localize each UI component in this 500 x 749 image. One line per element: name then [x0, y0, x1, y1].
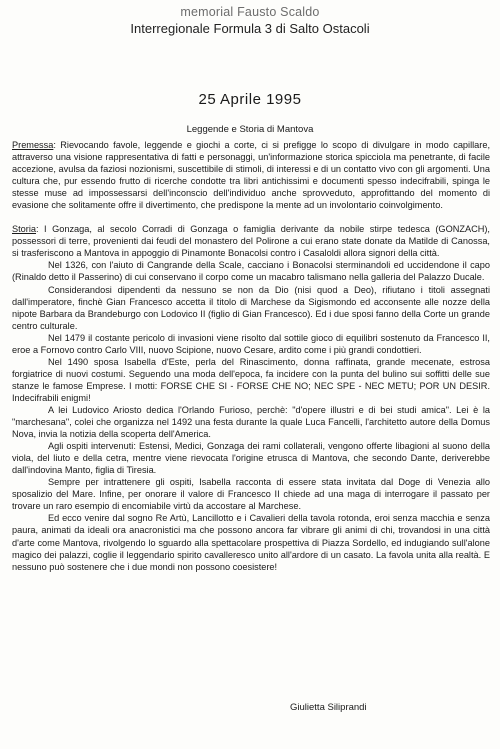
paragraph-re-artu: Ed ecco venire dal sogno Re Artù, Lancillotto e i Cavalieri della tavola rotonda, eroi senza macchia e senza paura, animati da ideali ora anacronistici ma che possono ancora far vibrare gli animi di chi, trovandosi in una città d'arte come Mantova, rivolgendo lo sguardo alla spettacolare prospettiva di Piazza Sordello, ed indugiando sull'alone magico dei palazzi, coglie il leggendario spirito cavalleresco unito all'ardore di un casato. La favola unita alla realtà. E nessuno può sostenere che i due mondi non possono coesistere!	[12, 513, 490, 572]
paragraph-venezia: Sempre per intrattenere gli ospiti, Isabella racconta di essere stata invitata dal Doge di Venezia allo sposalizio del Mare. Infine, per onorare il valore di Francesco II chiede ad una maga di interrogare il passato per trovare un raro esempio di encomiabile virtù da accostare al Marchese.	[12, 477, 490, 512]
paragraph-ospiti: Agli ospiti intervenuti: Estensi, Medici, Gonzaga dei rami collaterali, vengono offerte libagioni al suono della viola, del liuto e della cetra, mentre viene rievocata l'origine etrusca di Mantova, che secondo Dante, deriverebbe dall'indovina Manto, figlia di Tiresia.	[12, 441, 490, 476]
paragraph-1326: Nel 1326, con l'aiuto di Cangrande della Scale, cacciano i Bonacolsi sterminandoli ed uccidendone il capo (Rinaldo detto il Passerino) di cui conservano il corpo come un macabro talismano nella galleria del Palazzo Ducale.	[12, 260, 490, 283]
event-header: memorial Fausto Scaldo	[180, 5, 320, 19]
document-body	[12, 139, 490, 573]
document-date: 25 Aprile 1995	[198, 91, 302, 108]
premessa-text: : Rievocando favole, leggende e giochi a corte, ci si prefigge lo scopo di divulgare in modo capillare, attraverso una visione rappresentativa di fatti e personaggi, un'informazione storica spicciola ma penetrante, di facile accezione, avulsa da faziosi nozionismi, suscettibile di stimoli, di interessi e di un contatto vivo con gli argomenti. Una cultura che, pur essendo frutto di ricerche condotte tra libri antichissimi e documenti spesso indecifrabili, spinga le stesse muse ad impossessarsi dell'inconscio dell'individuo anche sprovveduto, approfittando del momento di evasione che solitamente offre il divertimento, che predispone la mente ad un involontario coinvolgimento.	[12, 140, 490, 211]
paragraph-marchese: Considerandosi dipendenti da nessuno se non da Dio (nisi quod a Deo), rifiutano i titoli assegnati dall'imperatore, finchè Gian Francesco accetta il titolo di Marchese da Sigismondo ed acconsente alle nozze della nipote Barbara da Brandeburgo con Lodovico II (figlio di Gian Francesco). Ed i due sposi fanno della Corte un grande centro culturale.	[12, 284, 490, 331]
paragraph-1479: Nel 1479 il costante pericolo di invasioni viene risolto dal sottile gioco di equilibri sostenuto da Francesco II, eroe a Fornovo contro Carlo VIII, nuovo Scipione, nuovo Cesare, ardito come i più grandi condottieri.	[12, 332, 490, 355]
premessa-paragraph	[12, 139, 490, 211]
document-subtitle: Leggende e Storia di Mantova	[186, 124, 314, 135]
competition-header: Interregionale Formula 3 di Salto Ostacoli	[130, 21, 370, 36]
author-signature: Giulietta Siliprandi	[290, 702, 367, 713]
paragraph-ariosto: A lei Ludovico Ariosto dedica l'Orlando Furioso, perchè: "d'opere illustri e di bei studi amica". Lei è la "marchesana", colei che organizza nel 1492 una festa durante la quale Luca Fancelli, l'architetto autore della Domus Nova, invia la notizia della scoperta dell'America.	[12, 404, 490, 440]
storia-label: Storia	[12, 224, 37, 235]
paragraph-1490: Nel 1490 sposa Isabella d'Este, perla del Rinascimento, donna raffinata, grande mecenate, estrosa forgiatrice di nuovi costumi. Seguendo una moda dell'epoca, fa incidere con la punta del bulino sui soffitti delle sue stanze le famose Emprese. I motti: FORSE CHE SI - FORSE CHE NO; NEC SPE - NEC METU; POR UN DESIR. Indecifrabili enigmi!	[12, 356, 490, 403]
storia-text: : I Gonzaga, al secolo Corradi di Gonzaga o famiglia derivante da nobile stirpe tedesca (GONZACH), possessori di terre, provenienti dai feudi del monastero del Polirone a cui erano state donate da Matilde di Canossa, si trasferiscono a Mantova in appoggio di Pinamonte Bonacolsi contro i Casaloldi allora signori della città.	[12, 224, 490, 259]
storia-paragraph	[12, 223, 490, 259]
premessa-label: Premessa	[12, 140, 54, 150]
